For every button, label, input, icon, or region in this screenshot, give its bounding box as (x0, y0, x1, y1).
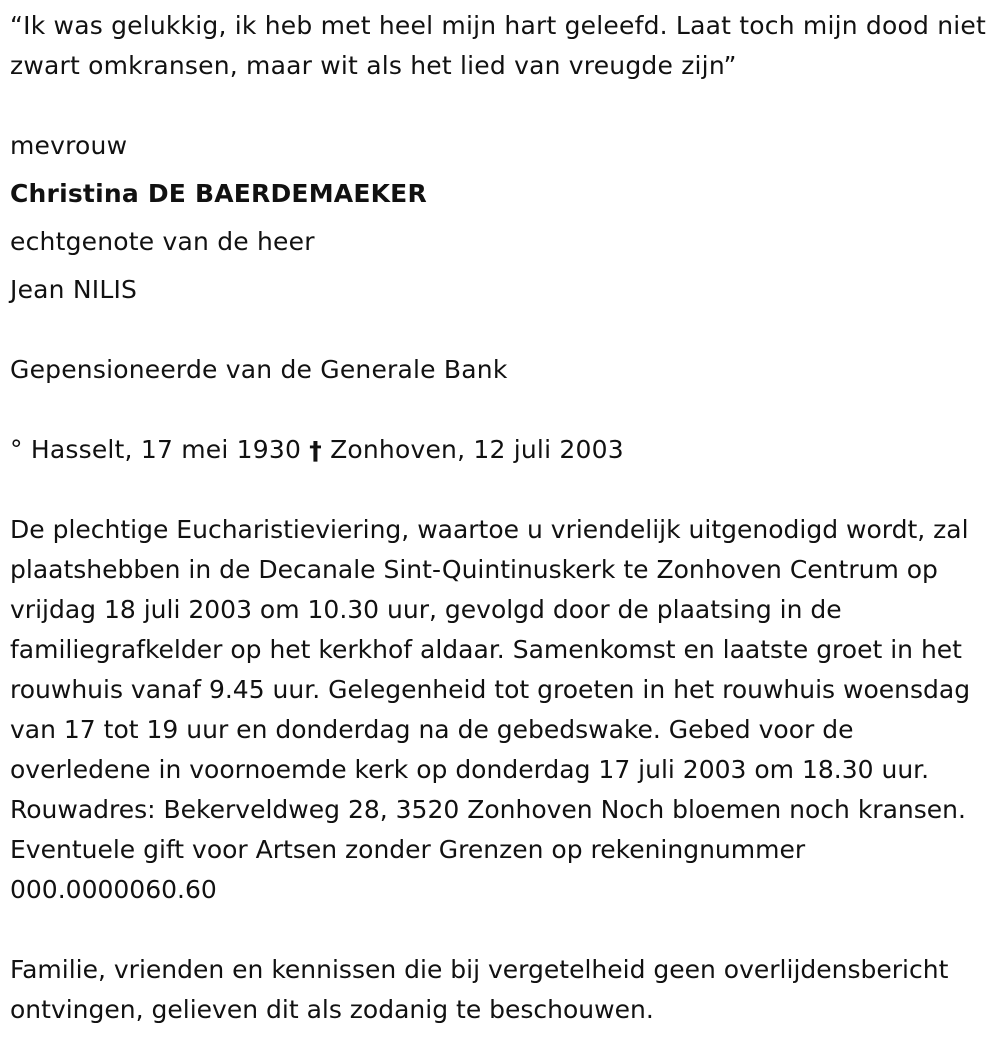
death-text: Zonhoven, 12 juli 2003 (330, 435, 624, 464)
quote-text: “Ik was gelukkig, ik heb met heel mijn hart geleefd. Laat toch mijn dood niet zwart omkransen, maar wit als het lied van vreugde zijn” (10, 11, 986, 80)
closing-paragraph: Familie, vrienden en kennissen die bij vergetelheid geen overlijdensbericht ontvingen, gelieven dit als zodanig te beschouwen. (10, 955, 949, 1024)
spacer (10, 310, 990, 350)
spouse-name: Jean NILIS (10, 275, 138, 304)
spacer (10, 910, 990, 950)
cross-icon: † (309, 436, 322, 465)
deceased-name: Christina DE BAERDEMAEKER (10, 179, 427, 208)
ceremony-paragraph: De plechtige Eucharistieviering, waartoe u vriendelijk uitgenodigd wordt, zal plaatshebben in de Decanale Sint-Quintinuskerk te Zonhoven Centrum op vrijdag 18 juli 2003 om 10.30 uur, gevolgd door de plaatsing in de familiegrafkelder op het kerkhof aldaar. Samenkomst en laatste groet in het rouwhuis vanaf 9.45 uur. Gelegenheid tot groeten in het rouwhuis woensdag van 17 tot 19 uur en donderdag na de gebedswake. Gebed voor de overledene in voornoemde kerk op donderdag 17 juli 2003 om 18.30 uur. Rouwadres: Bekerveldweg 28, 3520 Zonhoven Noch bloemen noch kransen. Eventuele gift voor Artsen zonder Grenzen op rekeningnummer 000.0000060.60 (10, 515, 971, 904)
spouse-intro: echtgenote van de heer (10, 227, 315, 256)
occupation-text: Gepensioneerde van de Generale Bank (10, 355, 508, 384)
spacer (10, 470, 990, 510)
life-dates (10, 430, 990, 470)
birth-text: ° Hasselt, 17 mei 1930 (10, 435, 302, 464)
spacer (10, 86, 990, 126)
spacer (10, 390, 990, 430)
honorific-title: mevrouw (10, 131, 128, 160)
